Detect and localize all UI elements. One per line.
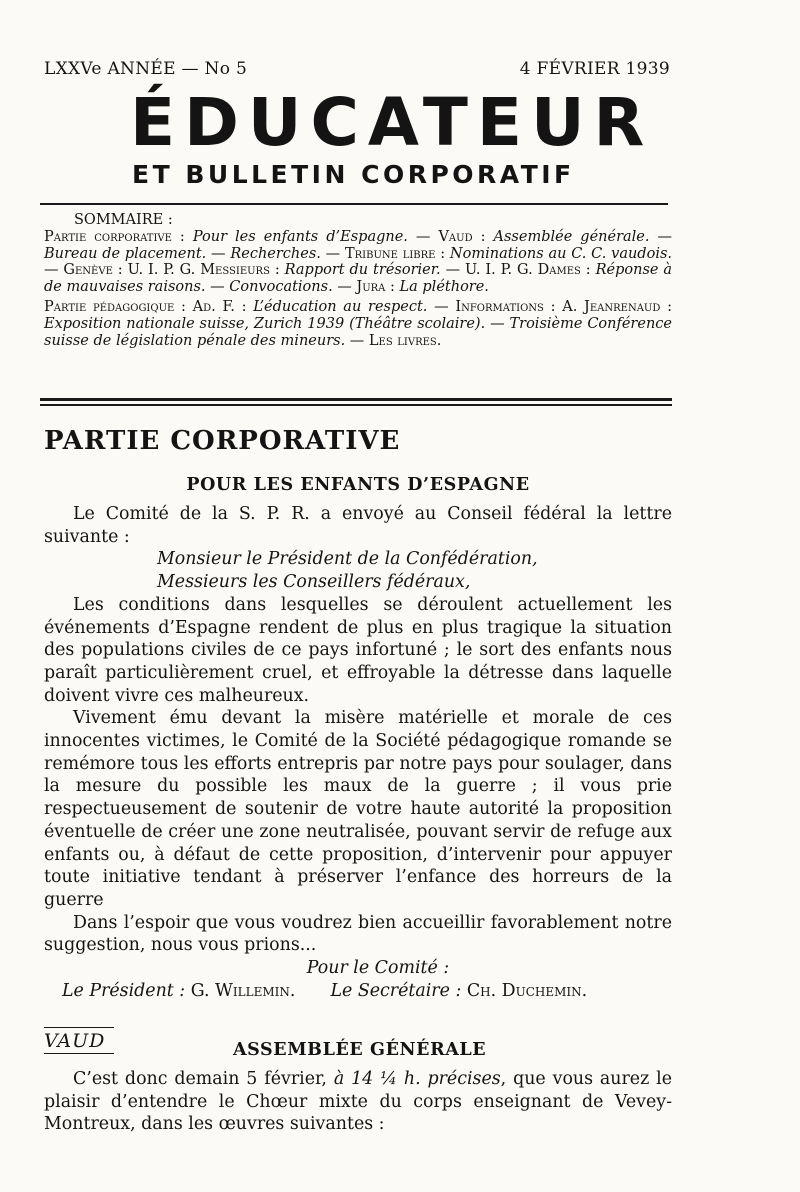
section-divider — [40, 398, 672, 406]
salutation-line-2: Messieurs les Conseillers fédéraux, — [157, 572, 471, 593]
vaud-body — [44, 1068, 672, 1136]
article-paragraph-1: Les conditions dans lesquelles se déroulent actuellement les événements d’Espagne rendent de plus en plus tragique la situation des populations civiles de ce pays infortuné ; le sort des enfants nous paraît particulièrement cruel, et effroyable la détresse dans laquelle doivent vivre ces malheureux. — [44, 594, 672, 706]
article-paragraph-2: Vivement ému devant la misère matérielle et morale de ces innocentes victimes, le Comité de la Société pédagogique romande se remémore tous les efforts entrepris par notre pays pour soulager, dans la mesure du possible les maux de la guerre ; il vous prie respectueusement de soutenir de votre haute autorité la proposition éventuelle de créer une zone neutralisée, pouvant servir de refuge aux enfants ou, à défaut de cette proposition, d’intervenir pour appuyer toute initiative tendant à préserver l’enfance des horreurs de la guerre — [44, 708, 672, 910]
vaud-rule-bottom — [44, 1053, 114, 1054]
vaud-rule-top — [44, 1027, 114, 1028]
issue-number: LXXVe ANNÉE — No 5 — [44, 59, 248, 79]
masthead-title: ÉDUCATEUR — [130, 84, 654, 161]
table-of-contents — [44, 212, 672, 352]
assemblee-title: ASSEMBLÉE GÉNÉRALE — [233, 1040, 487, 1060]
president-name: G. Willemin. — [190, 980, 296, 1001]
sommaire-label: SOMMAIRE : — [74, 212, 173, 228]
signature-pour-comite: Pour le Comité : — [306, 958, 450, 979]
signature-line: Le Président : G. Willemin. Le Secrétaire : Ch. Duchemin. — [62, 980, 588, 1001]
sommaire-pedagogique: Partie pédagogique : Ad. F. : L’éducation au respect. — Informations : A. Jeanrenaud : Exposition nationale suisse, Zurich 1939 (Théâtre scolaire). — Troisième Conférence suisse de législation pénale des mineurs. — Les livres. — [44, 298, 673, 349]
sommaire-corporative: Partie corporative : Pour les enfants d’Espagne. — Vaud : Assemblée générale. — Bureau de placement. — Recherches. — Tribune libre : Nominations au C. C. vaudois. — Genève : U. I. P. G. Messieurs : Rapport du trésorier. — U. I. P. G. Dames : Réponse à de mauvaises raisons. — Convocations. — Jura : La pléthore. — [44, 228, 673, 296]
salutation-line-1: Monsieur le Président de la Confédération, — [157, 549, 538, 570]
article-body — [44, 503, 672, 1002]
header-rule — [40, 203, 668, 205]
article-paragraph-3: Dans l’espoir que vous voudrez bien accueillir favorablement notre suggestion, nous vous prions... — [44, 912, 672, 956]
article-title: POUR LES ENFANTS D’ESPAGNE — [186, 475, 530, 495]
masthead-subtitle: ET BULLETIN CORPORATIF — [132, 160, 575, 189]
issue-date: 4 FÉVRIER 1939 — [519, 59, 670, 79]
secretaire-name: Ch. Duchemin. — [466, 980, 588, 1001]
section-heading: PARTIE CORPORATIVE — [44, 426, 401, 456]
article-intro: Le Comité de la S. P. R. a envoyé au Conseil fédéral la lettre suivante : — [44, 504, 672, 547]
vaud-paragraph: C’est donc demain 5 février, à 14 ¼ h. précises, que vous aurez le plaisir d’entendre le Chœur mixte du corps enseignant de Vevey-Montreux, dans les œuvres suivantes : — [44, 1069, 673, 1135]
vaud-label: VAUD — [44, 1030, 106, 1052]
